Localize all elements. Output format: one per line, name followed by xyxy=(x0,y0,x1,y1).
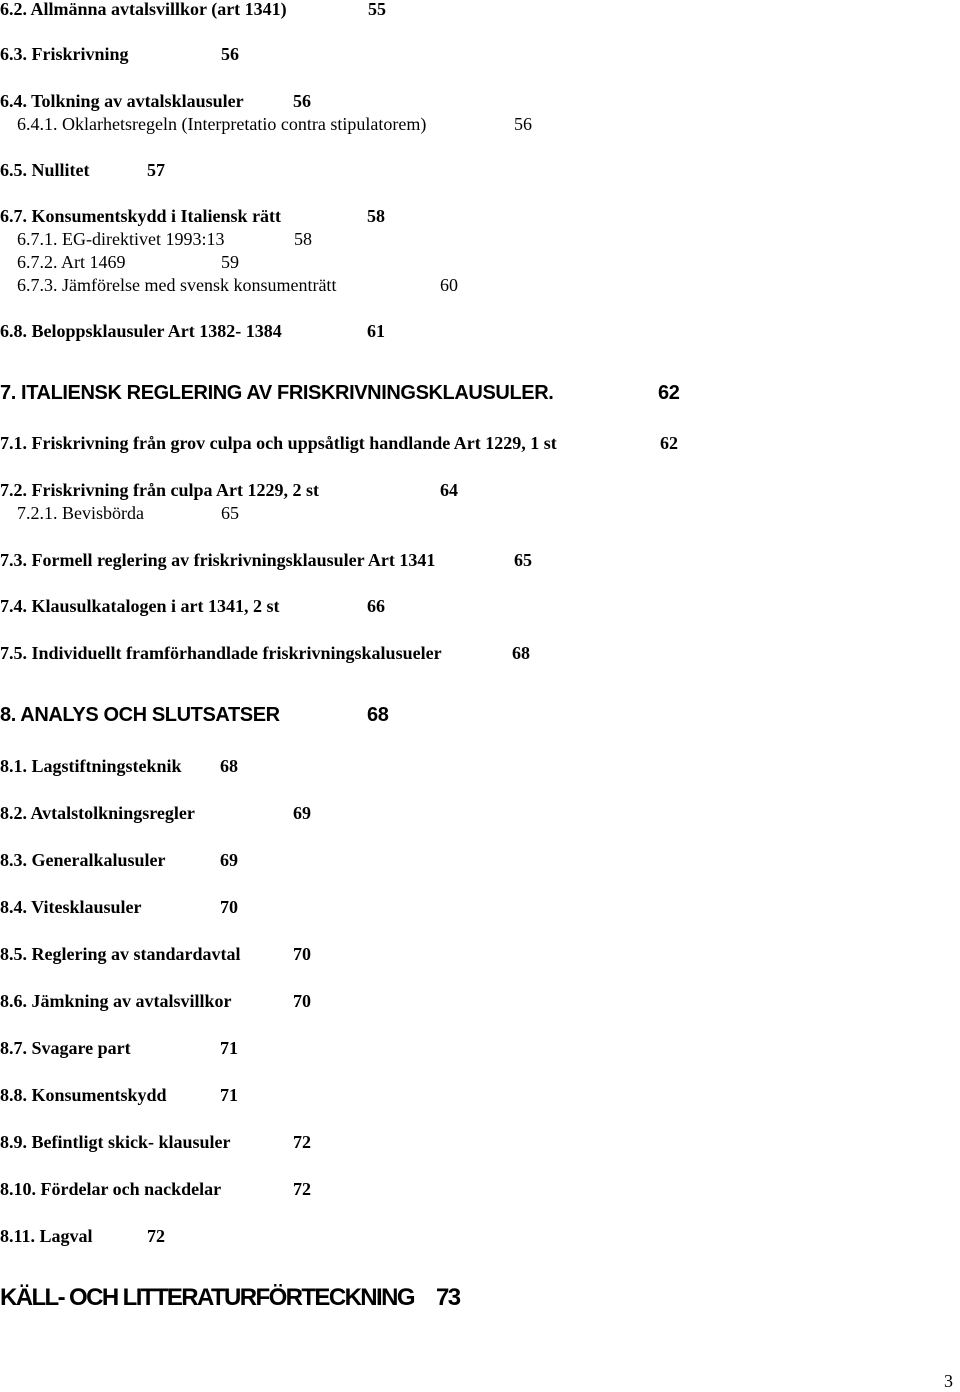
toc-entry-title: 8.4. Vitesklausuler xyxy=(0,897,142,917)
toc-entry-title: 6.4.1. Oklarhetsregeln (Interpretatio contra stipulatorem) xyxy=(17,114,427,134)
toc-entry-title: 8.10. Fördelar och nackdelar xyxy=(0,1179,222,1199)
toc-entry-title: 6.3. Friskrivning xyxy=(0,44,129,64)
toc-entry xyxy=(0,1226,165,1281)
toc-entry-page: 55 xyxy=(368,0,386,19)
toc-entry-page: 65 xyxy=(221,503,239,523)
toc-entry xyxy=(0,643,530,698)
toc-entry-page: 59 xyxy=(221,252,239,272)
toc-entry-title: 7.2.1. Bevisbörda xyxy=(17,503,144,523)
toc-entry-title: 8. ANALYS OCH SLUTSATSER xyxy=(0,704,280,726)
toc-entry-title: 6.5. Nullitet xyxy=(0,160,90,180)
toc-entry-title: 6.4. Tolkning av avtalsklausuler xyxy=(0,91,244,111)
toc-entry-title: 6.2. Allmänna avtalsvillkor (art 1341) xyxy=(0,0,287,19)
toc-entry-title: KÄLL- OCH LITTERATURFÖRTECKNING xyxy=(0,1284,414,1311)
toc-entry-title: 7.5. Individuellt framförhandlade friskrivningskalusueler xyxy=(0,643,442,663)
toc-entry-page: 57 xyxy=(147,160,165,180)
toc-entry-page: 60 xyxy=(440,275,458,295)
toc-entry-title: 8.8. Konsumentskydd xyxy=(0,1085,167,1105)
toc-entry-title: 8.7. Svagare part xyxy=(0,1038,131,1058)
toc-entry-page: 62 xyxy=(658,382,680,404)
toc-entry-page: 58 xyxy=(294,229,312,249)
toc-entry-page: 66 xyxy=(367,596,385,616)
toc-entry-title: 7.1. Friskrivning från grov culpa och uppsåtligt handlande Art 1229, 1 st xyxy=(0,433,557,453)
toc-entry-page: 58 xyxy=(367,206,385,226)
toc-entry-title: 7. ITALIENSK REGLERING AV FRISKRIVNINGSKLAUSULER. xyxy=(0,382,554,404)
toc-entry-page: 73 xyxy=(436,1284,460,1311)
toc-entry-page: 72 xyxy=(293,1179,311,1199)
toc-entry-title: 8.11. Lagval xyxy=(0,1226,93,1246)
toc-entry-page: 70 xyxy=(293,944,311,964)
toc-entry-page: 69 xyxy=(220,850,238,870)
toc-entry-page: 56 xyxy=(293,91,311,111)
toc-entry-title: 7.2. Friskrivning från culpa Art 1229, 2 st xyxy=(0,480,320,500)
toc-entry-page: 56 xyxy=(221,44,239,64)
toc-entry-title: 8.2. Avtalstolkningsregler xyxy=(0,803,195,823)
toc-entry-title: 8.6. Jämkning av avtalsvillkor xyxy=(0,991,232,1011)
page-number: 3 xyxy=(944,1371,953,1391)
toc-entry-page: 62 xyxy=(660,433,678,453)
toc-entry-title: 6.7.3. Jämförelse med svensk konsumenträtt xyxy=(17,275,337,295)
toc-entry-page: 61 xyxy=(367,321,385,341)
toc-entry-page: 72 xyxy=(293,1132,311,1152)
toc-entry-title: 6.7. Konsumentskydd i Italiensk rätt xyxy=(0,206,282,226)
toc-entry-page: 69 xyxy=(293,803,311,823)
toc-entry-page: 71 xyxy=(220,1038,238,1058)
toc-entry-title: 6.7.2. Art 1469 xyxy=(17,252,126,272)
toc-entry-page: 68 xyxy=(367,704,389,726)
toc-entry-page: 68 xyxy=(220,756,238,776)
toc-entry-page: 71 xyxy=(220,1085,238,1105)
toc-entry-title: 7.4. Klausulkatalogen i art 1341, 2 st xyxy=(0,596,280,616)
toc-entry-title: 8.5. Reglering av standardavtal xyxy=(0,944,241,964)
toc-entry-title: 8.3. Generalkalusuler xyxy=(0,850,166,870)
toc-entry-title: 8.9. Befintligt skick- klausuler xyxy=(0,1132,231,1152)
toc-entry-page: 65 xyxy=(514,550,532,570)
toc-entry-page: 70 xyxy=(293,991,311,1011)
toc-entry-title: 6.7.1. EG-direktivet 1993:13 xyxy=(17,229,225,249)
toc-entry-page: 72 xyxy=(147,1226,165,1246)
toc-entry-page: 56 xyxy=(514,114,532,134)
toc-chapter-heading xyxy=(0,1284,460,1358)
toc-entry-title: 6.8. Beloppsklausuler Art 1382- 1384 xyxy=(0,321,282,341)
toc-entry-page: 70 xyxy=(220,897,238,917)
toc-entry-title: 7.3. Formell reglering av friskrivningsklausuler Art 1341 xyxy=(0,550,436,570)
toc-entry-page: 68 xyxy=(512,643,530,663)
toc-entry-title: 8.1. Lagstiftningsteknik xyxy=(0,756,182,776)
toc-entry xyxy=(0,321,385,376)
toc-entry-page: 64 xyxy=(440,480,458,500)
